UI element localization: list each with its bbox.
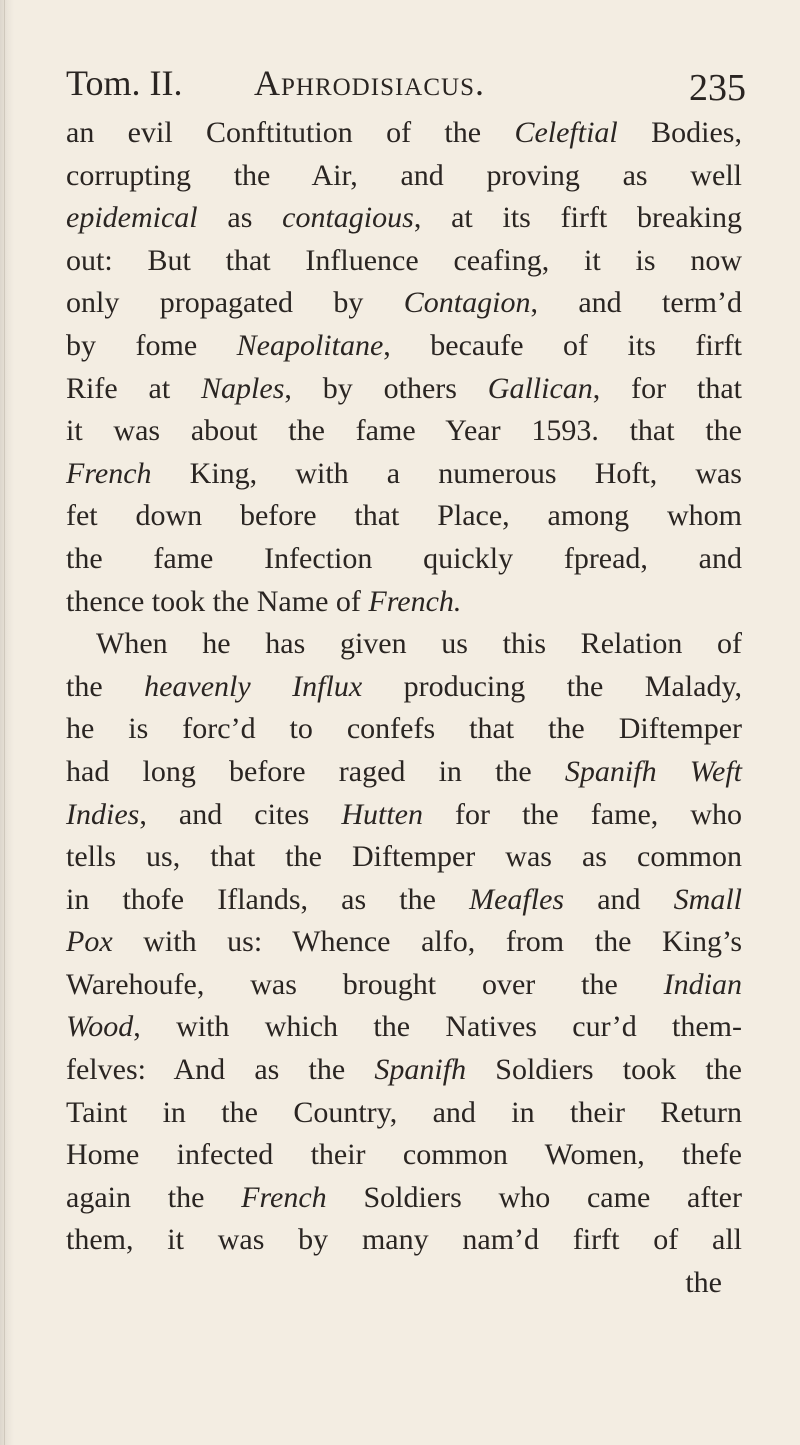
text-segment: , with which the Natives cur’d them- xyxy=(133,1010,742,1044)
text-segment: with us: Whence alfo, from the King’s xyxy=(112,925,742,959)
text-segment: an evil Conftitution of the xyxy=(66,116,515,149)
italic-text: Wood xyxy=(66,1010,134,1044)
text-line xyxy=(66,155,742,198)
text-segment: , becaufe of its firft xyxy=(383,328,743,362)
text-segment: he is forc’d to confefs that the Diftemper xyxy=(66,712,742,746)
text-line xyxy=(66,1092,742,1135)
text-line xyxy=(66,1219,742,1262)
text-segment: , and term’d xyxy=(530,286,743,320)
text-line xyxy=(66,112,742,155)
text-segment: out: But that Influence ceafing, it is now xyxy=(66,243,742,277)
italic-text: French xyxy=(241,1180,327,1214)
text-segment: for the fame, who xyxy=(422,797,742,831)
text-line xyxy=(66,1049,742,1092)
text-segment: fet down before that Place, among whom xyxy=(66,499,742,533)
text-segment: Taint in the Country, and in their Return xyxy=(66,1095,742,1129)
text-line xyxy=(66,240,742,283)
text-line xyxy=(66,197,742,240)
running-title: Aphrodisiacus. xyxy=(254,63,485,103)
text-line xyxy=(66,1177,742,1220)
text-segment: by fome xyxy=(66,328,237,362)
text-line xyxy=(66,581,742,624)
italic-text: Spanifh Weft xyxy=(564,754,742,788)
text-segment: as xyxy=(197,201,283,235)
text-line xyxy=(66,1006,742,1049)
text-line xyxy=(66,623,742,666)
text-line xyxy=(66,964,742,1007)
text-segment: , by others xyxy=(284,371,488,405)
text-segment: King, with a numerous Hoft, was xyxy=(151,456,742,490)
text-segment: corrupting the Air, and proving as well xyxy=(66,158,742,192)
italic-text: contagious xyxy=(282,201,414,235)
italic-text: Gallican xyxy=(487,371,593,405)
italic-text: Meafles xyxy=(469,882,565,916)
page-header xyxy=(66,62,746,110)
italic-text: Spanifh xyxy=(374,1053,467,1087)
page-edge xyxy=(0,0,14,1445)
italic-text: Naples xyxy=(201,371,285,405)
text-segment: Bodies, xyxy=(617,116,742,149)
text-line xyxy=(66,368,742,411)
text-line xyxy=(66,751,742,794)
text-line xyxy=(66,410,742,453)
italic-text: Contagion xyxy=(403,286,531,320)
tome-label: Tom. II. xyxy=(66,63,183,103)
text-segment: and xyxy=(564,882,674,916)
text-segment: them, it was by many nam’d firft of all xyxy=(66,1223,742,1257)
text-segment: again the xyxy=(66,1180,242,1214)
text-segment: thence took the Name of xyxy=(66,584,369,618)
italic-text: Celeftial xyxy=(514,116,618,149)
text-line xyxy=(66,836,742,879)
text-line xyxy=(66,1134,742,1177)
text-segment: tells us, that the Diftemper was as common xyxy=(66,840,742,874)
text-line xyxy=(66,708,742,751)
text-segment: Warehoufe, was brought over the xyxy=(66,967,664,1001)
text-segment: felves: And as the xyxy=(66,1053,375,1087)
italic-text: French xyxy=(66,456,152,490)
text-segment: only propagated by xyxy=(66,286,404,320)
text-segment: Rife at xyxy=(66,371,202,405)
text-segment: Home infected their common Women, thefe xyxy=(66,1138,742,1172)
body-text xyxy=(66,112,742,1305)
italic-text: Pox xyxy=(66,925,113,959)
italic-text: Indies xyxy=(66,797,140,831)
italic-text: Hutten xyxy=(341,797,423,831)
text-line xyxy=(66,879,742,922)
italic-text: epidemical xyxy=(66,201,198,235)
catchword xyxy=(66,1262,742,1305)
text-segment: Soldiers who came after xyxy=(326,1180,742,1214)
text-line xyxy=(66,921,742,964)
text-line xyxy=(66,325,742,368)
italic-text: heavenly Influx xyxy=(144,669,363,703)
text-segment: When he has given us this Relation of xyxy=(96,627,742,661)
page-number: 235 xyxy=(689,67,746,109)
text-segment: the xyxy=(66,669,145,703)
text-segment: , for that xyxy=(592,371,742,405)
italic-text: Indian xyxy=(663,967,742,1001)
text-segment: , at its firft breaking xyxy=(413,201,742,235)
text-line xyxy=(66,538,742,581)
text-line xyxy=(66,282,742,325)
text-segment: it was about the fame Year 1593. that the xyxy=(66,414,742,448)
italic-text: French. xyxy=(368,584,462,618)
text-segment: had long before raged in the xyxy=(66,754,565,788)
text-segment: the fame Infection quickly fpread, and xyxy=(66,541,742,575)
text-segment: in thofe Iflands, as the xyxy=(66,882,470,916)
text-line xyxy=(66,453,742,496)
text-segment: producing the Malady, xyxy=(362,669,742,703)
text-line xyxy=(66,495,742,538)
italic-text: Neapolitane xyxy=(236,328,384,362)
text-segment: the xyxy=(685,1266,722,1300)
text-line xyxy=(66,794,742,837)
italic-text: Small xyxy=(673,882,742,916)
text-line xyxy=(66,666,742,709)
text-segment: Soldiers took the xyxy=(466,1053,742,1087)
text-segment: , and cites xyxy=(139,797,342,831)
